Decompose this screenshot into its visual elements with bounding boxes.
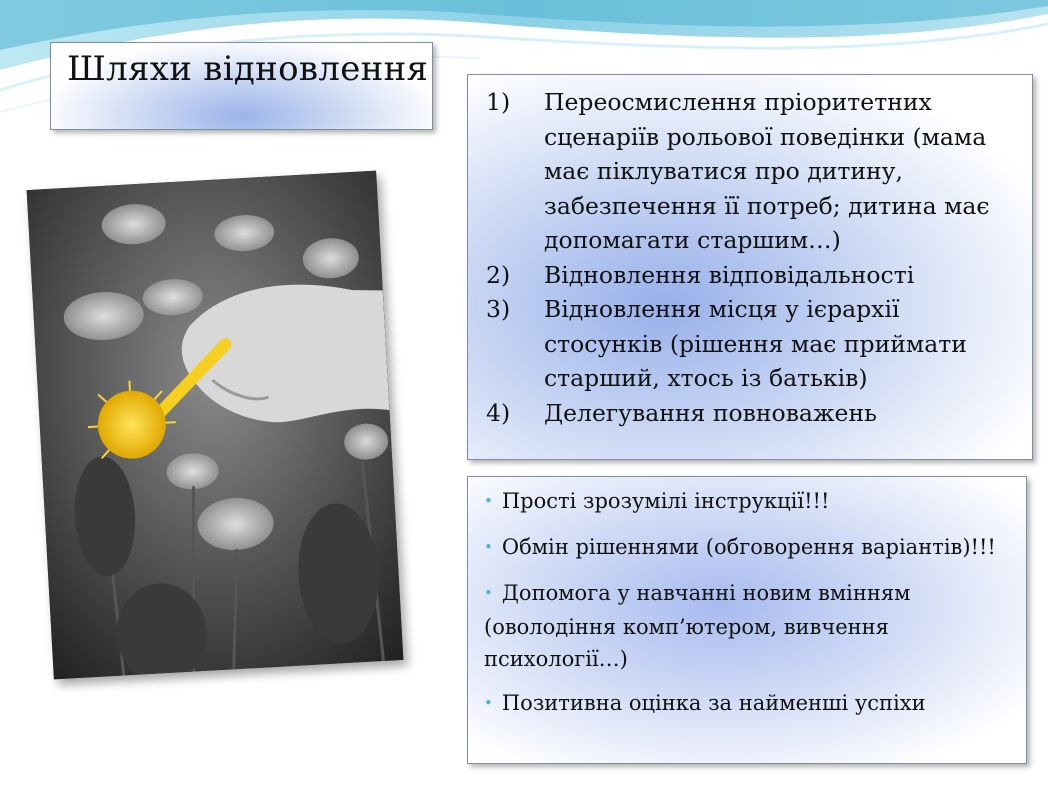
list-item-text: Відновлення відповідальності (544, 260, 915, 289)
list-item-text: Відновлення місця у ієрархії стосунків (рішення має приймати старший, хтось із батьків) (544, 295, 967, 392)
bullet-icon: • (484, 584, 493, 602)
list-item-text: Переосмислення пріоритетних сценаріїв рольової поведінки (мама має піклуватися про дитину, забезпечення її потреб; дитина має допомагати старшим…) (544, 88, 990, 254)
bullet-icon: • (484, 694, 493, 712)
list-item (484, 577, 1016, 675)
bullet-icon: • (484, 538, 493, 556)
list-item: 1) Переосмислення пріоритетних сценаріїв рольової поведінки (мама має піклуватися про дитину, забезпечення її потреб; дитина має допомагати старшим…) (486, 88, 990, 254)
title-box (50, 42, 433, 130)
numbered-list-box (467, 74, 1033, 460)
list-item (484, 531, 1016, 565)
list-item: 3) Відновлення місця у ієрархії стосунків (рішення має приймати старший, хтось із батьків) (486, 295, 967, 392)
list-item-text: Допомога у навчанні новим вмінням (оволодіння комп’ютером, вивчення психології…) (484, 581, 911, 671)
dandelion-photo (27, 171, 404, 680)
list-item: 2) Відновлення відповідальності (486, 260, 915, 289)
list-item (484, 485, 1016, 519)
list-item-text: Позитивна оцінка за найменші успіхи (501, 691, 926, 715)
list-item-text: Обмін рішеннями (обговорення варіантів)!!! (501, 535, 996, 559)
bullet-list-box (467, 476, 1027, 764)
bullet-icon: • (484, 492, 493, 510)
list-item: 4) Делегування повноважень (486, 398, 877, 427)
list-item-text: Делегування повноважень (544, 398, 877, 427)
tips-list (484, 485, 1016, 733)
list-item-text: Прості зрозумілі інструкції!!! (501, 489, 830, 513)
list-item (484, 687, 1016, 721)
recovery-steps-list (486, 85, 1024, 430)
page-title: Шляхи відновлення (67, 49, 429, 89)
